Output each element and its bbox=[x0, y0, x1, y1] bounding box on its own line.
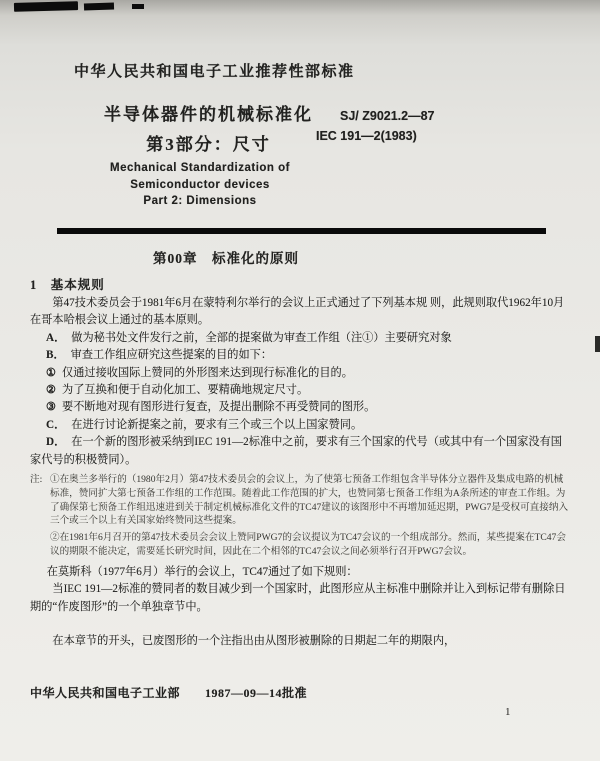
footnote-block bbox=[30, 473, 572, 559]
document-title-en-line1: Mechanical Standardization of bbox=[110, 162, 290, 174]
list-item-label: A． bbox=[46, 331, 66, 344]
footnote-2: ②在1981年6月召开的第47技术委员会会议上赞同PWG7的会议提议为TC47会议的一个组成部分。然而，某些提案在TC47会议的期限不能决定，需要延长研究时间，因此在二个相邻的TC47会议之间必须举行召开PWG7会议。 bbox=[50, 532, 566, 558]
scan-artifact-mark bbox=[14, 1, 78, 12]
paragraph-moscow: 在莫斯科（1977年6月）举行的会议上，TC47通过了如下规则： bbox=[46, 565, 358, 578]
list-item-text: 仅通过接收国际上赞同的外形图来达到现行标准化的目的。 bbox=[62, 366, 353, 379]
paragraph-last: 在本章节的开头，已废图形的一个注指出由从图形被删除的日期起二年的期限内， bbox=[52, 635, 456, 648]
document-title-cn bbox=[104, 100, 313, 155]
section-heading: 1 基本规则 bbox=[30, 278, 105, 292]
list-item-label: ① bbox=[46, 366, 57, 379]
list-item-d bbox=[30, 434, 572, 469]
list-item-text: 在进行讨论新提案之前，要求有三个或三个以上国家赞同。 bbox=[71, 418, 363, 431]
list-item-a bbox=[30, 330, 572, 347]
footnote-label: 注: bbox=[30, 474, 43, 486]
standard-number-sj: SJ/ Z9021.2—87 bbox=[340, 109, 435, 123]
standard-number-iec: IEC 191—2(1983) bbox=[316, 129, 417, 143]
scan-artifact-mark bbox=[132, 4, 144, 9]
list-item-c bbox=[30, 417, 572, 434]
paragraph-intro: 第47技术委员会于1981年6月在蒙特利尔举行的会议上正式通过了下列基本规 则，此规则取代1962年10月在哥本哈根会议上通过的基本原则。 bbox=[30, 297, 565, 327]
list-item-label: B． bbox=[46, 349, 65, 362]
list-item-2 bbox=[30, 382, 572, 399]
standard-org-title: 中华人民共和国电子工业推荐性部标准 bbox=[74, 64, 355, 80]
footnote-1: ①在奥兰多举行的（1980年2月）第47技术委员会的会议上，为了使第七预备工作组包含半导体分立器件及集成电路的机械标准，赞同扩大第七预备工作组的工作范围。随着此工作范围的扩大，也赞同第七预备工作组为A条所述的审查工作组。为了确保第七预备工作组迅速进到关于制定机械标准化文件的TC47建议的该图形中不再增加延迟期，PWG7是受权可直接纳入三个或三个以上有关国家始终赞同这些提案。 bbox=[50, 474, 569, 527]
document-title-en bbox=[88, 160, 312, 210]
list-item-text: 为了互换和便于自动化加工、要精确地规定尺寸。 bbox=[62, 384, 309, 397]
list-item-text: 要不断地对现有图形进行复查，及提出删除不再受赞同的图形。 bbox=[62, 401, 376, 414]
standard-numbers bbox=[316, 106, 435, 146]
list-item-text: 审查工作组应研究这些提案的目的如下： bbox=[70, 349, 273, 362]
list-item-3 bbox=[30, 399, 572, 416]
list-item-label: ③ bbox=[46, 401, 57, 414]
list-item-text: 做为秘书处文件发行之前，全部的提案做为审查工作组（注①）主要研究对象 bbox=[71, 331, 452, 344]
divider-bar bbox=[57, 228, 546, 234]
scan-artifact-mark bbox=[84, 2, 114, 10]
scan-artifact-mark bbox=[595, 336, 600, 352]
footnote-texts bbox=[50, 473, 572, 559]
list-item-label: C． bbox=[46, 418, 66, 431]
list-item-label: ② bbox=[46, 384, 57, 397]
list-item-1 bbox=[30, 365, 572, 382]
body-text bbox=[30, 295, 572, 650]
page-number: 1 bbox=[505, 706, 511, 718]
list-item-text: 在一个新的图形被采纳到IEC 191—2标准中之前，要求有三个国家的代号（或其中有一个国家没有国家代号的积极赞同）。 bbox=[30, 436, 562, 466]
paragraph-rule: 当IEC 191—2标准的赞同者的数目减少到一个国家时，此图形应从主标准中删除并让入到标记带有删除日期的“作废图形”的一个单独章节中。 bbox=[30, 583, 566, 613]
document-title-en-line2: Semiconductor devices bbox=[130, 178, 270, 191]
chapter-heading: 第00章 标准化的原则 bbox=[153, 251, 299, 266]
list-item-label: D． bbox=[46, 436, 66, 449]
approval-footer: 中华人民共和国电子工业部 1987—09—14批准 bbox=[30, 686, 308, 700]
list-item-b bbox=[30, 347, 572, 364]
document-title-en-line3: Part 2: Dimensions bbox=[143, 195, 257, 207]
document-title-cn-line2: 第3部分：尺寸 bbox=[146, 135, 271, 154]
document-title-cn-line1: 半导体器件的机械标准化 bbox=[104, 105, 313, 124]
